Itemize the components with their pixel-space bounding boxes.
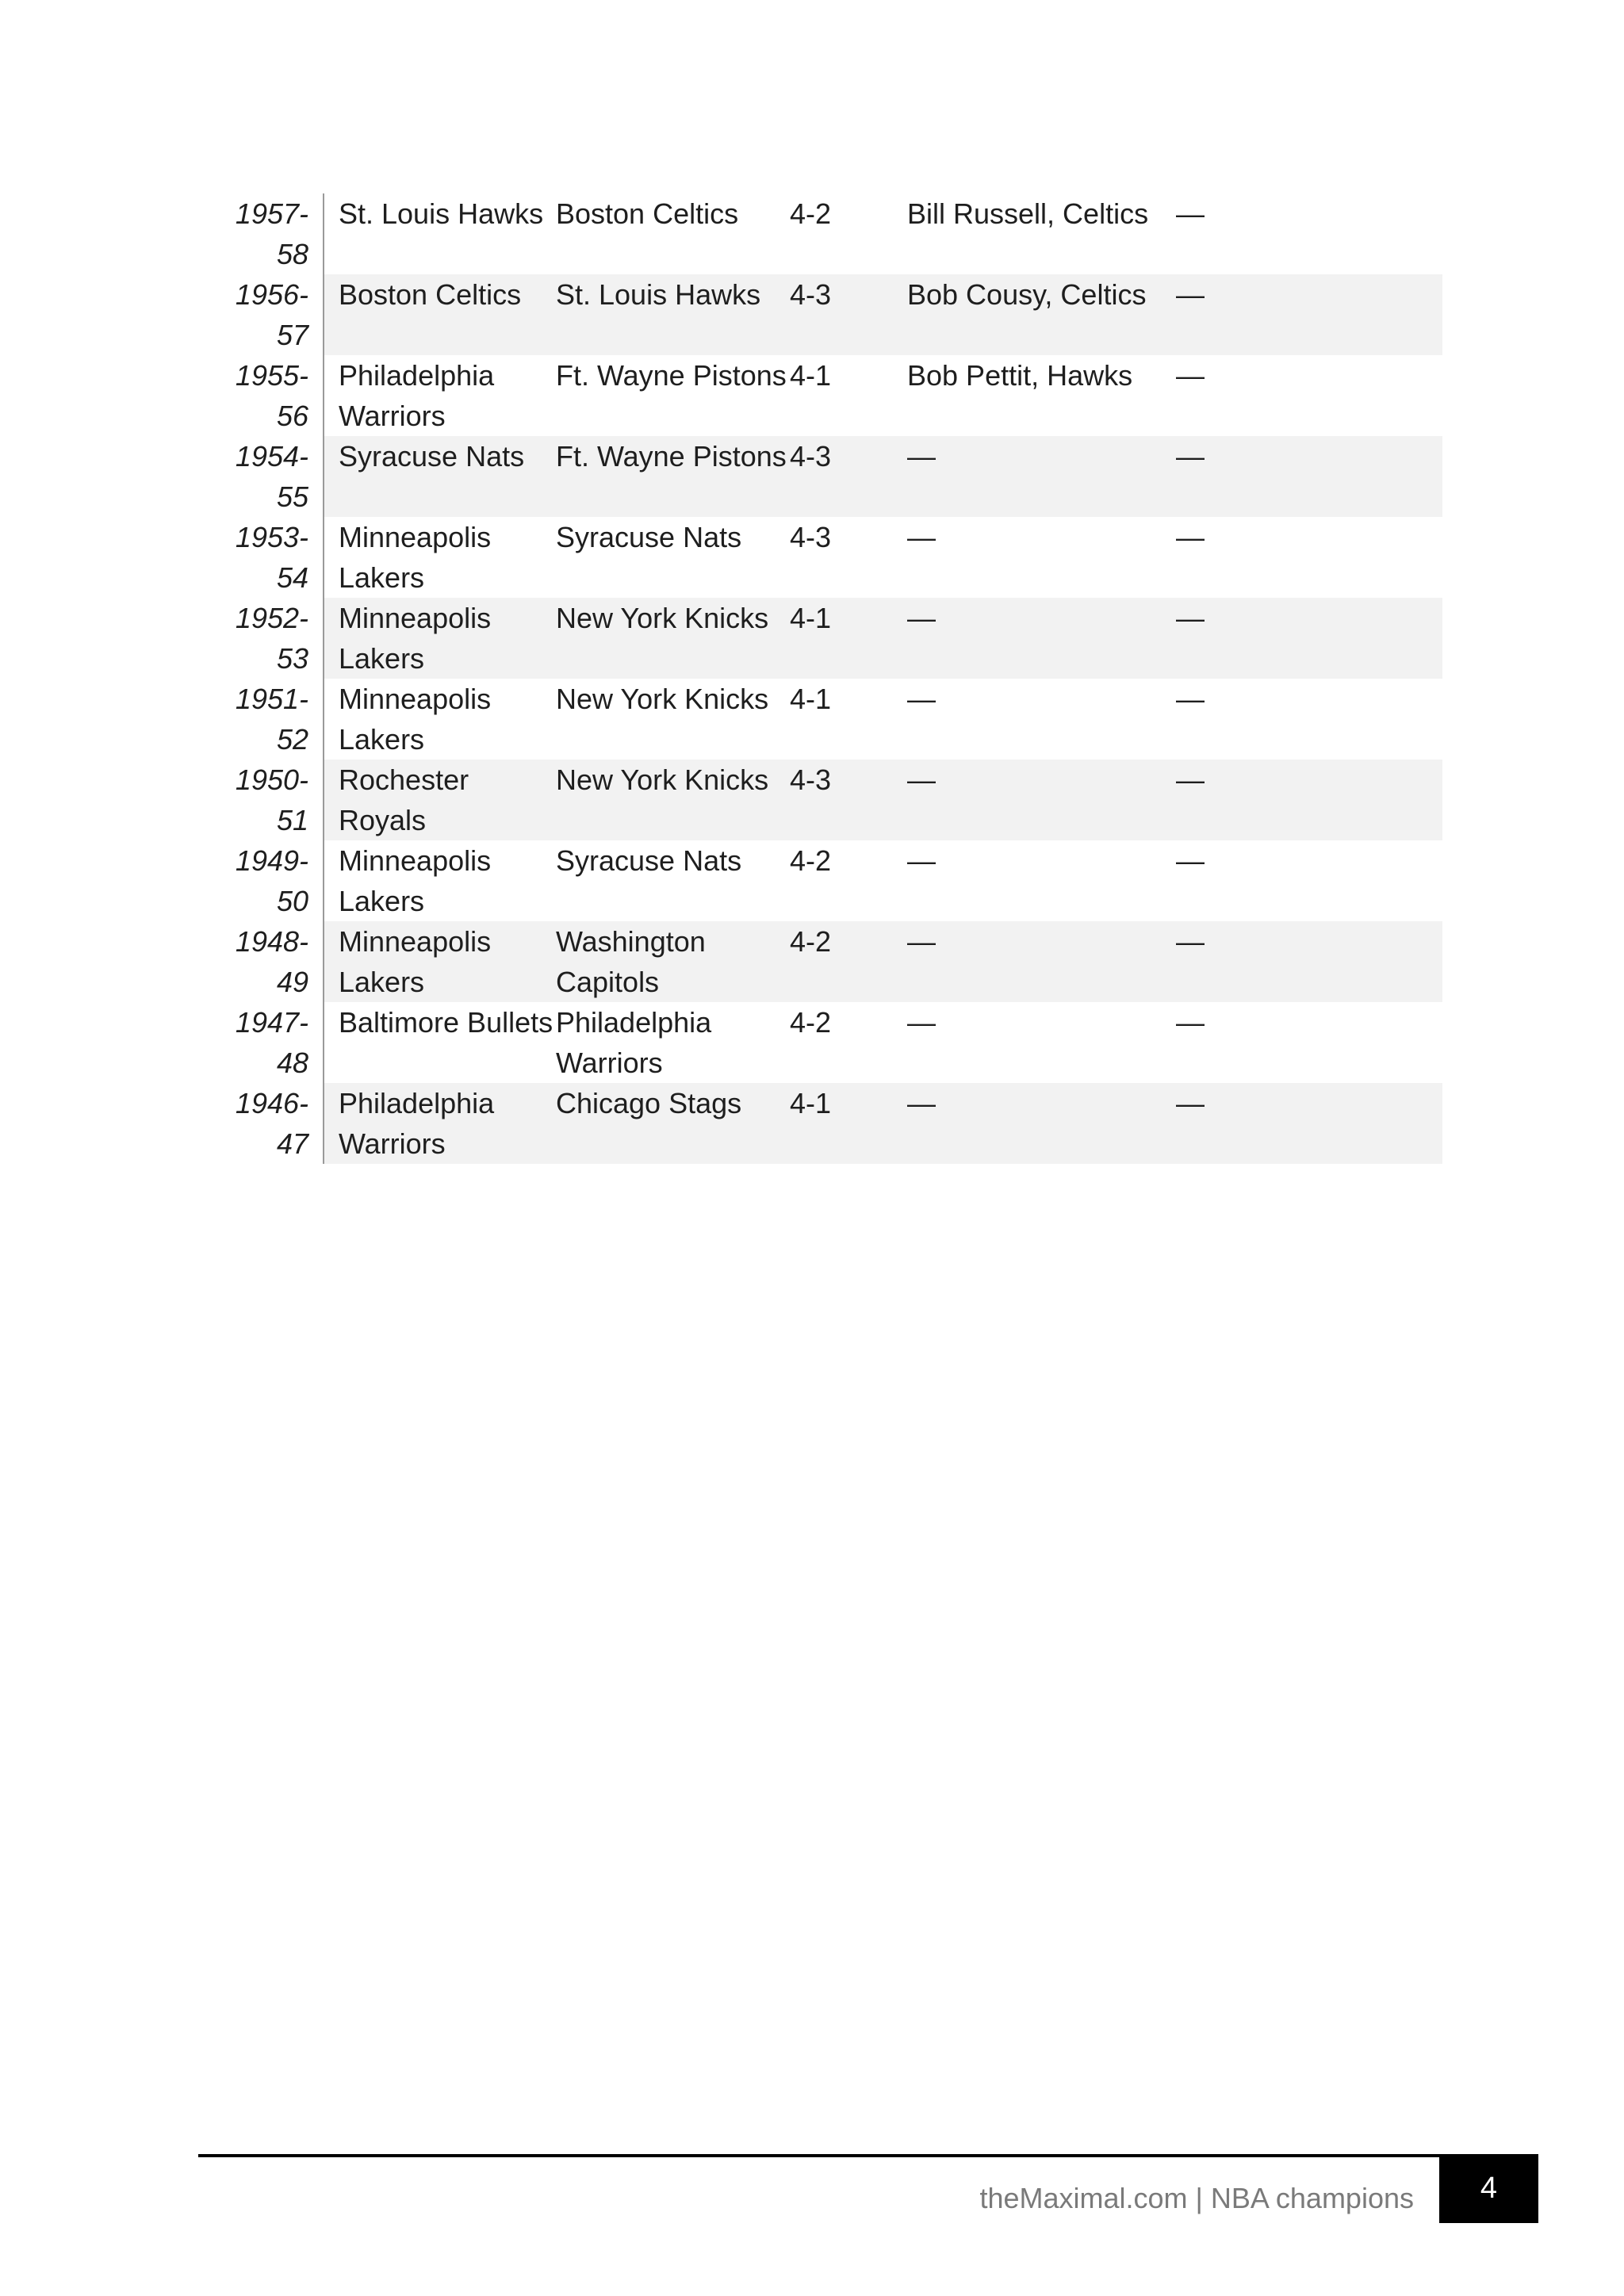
runner-up-cell: Ft. Wayne Pistons [556,359,787,392]
season-cell [224,840,324,921]
nba-champions-table [224,193,1442,1164]
finals-mvp-cell: — [907,844,936,877]
runner-up-cell: New York Knicks [556,683,769,715]
finals-mvp-cell: Bill Russell, Celtics [907,197,1149,230]
season-start: 1951- [235,683,308,715]
table-row [224,274,1442,355]
season-start: 1950- [235,763,308,796]
season-end: 54 [276,561,308,594]
table-row [224,679,1442,760]
champion-cell: Minneapolis Lakers [324,598,556,679]
season-start: 1957- [235,197,308,230]
season-cell [224,679,324,760]
season-cell [224,193,324,274]
season-cell [224,355,324,436]
table-row [224,921,1442,1002]
runner-up-cell: Syracuse Nats [556,521,742,553]
table-row [224,1002,1442,1083]
season-start: 1955- [235,359,308,392]
series-result-cell: 4-3 [790,760,907,840]
series-result-cell: 4-1 [790,359,832,392]
table-row [224,355,1442,436]
finals-mvp-cell: — [907,921,1176,1002]
runner-up-cell: Washington Capitols [556,921,790,1002]
runner-up-cell: Boston Celtics [556,197,739,230]
extra-cell: — [1176,921,1442,1002]
footer-text: theMaximal.com | NBA champions [979,2182,1414,2214]
extra-cell: — [1176,844,1205,877]
page-number: 4 [1480,2172,1498,2205]
season-start: 1948- [235,925,308,958]
season-cell [224,760,324,840]
finals-mvp-cell: — [907,521,936,553]
season-start: 1949- [235,844,308,877]
season-start: 1947- [235,1006,308,1039]
runner-up-cell: New York Knicks [556,598,790,679]
finals-mvp-cell: Bob Pettit, Hawks [907,359,1133,392]
table-row [224,1083,1442,1164]
champion-cell: Minneapolis Lakers [339,683,492,756]
footer-rule [198,2154,1439,2157]
runner-up-cell: Ft. Wayne Pistons [556,436,790,517]
season-end: 49 [276,966,308,998]
finals-mvp-cell: — [907,436,1176,517]
series-result-cell: 4-1 [790,598,907,679]
champion-cell: Philadelphia Warriors [324,1083,556,1164]
table-row [224,598,1442,679]
series-result-cell: 4-2 [790,844,832,877]
series-result-cell: 4-2 [790,197,832,230]
finals-mvp-cell: — [907,760,1176,840]
page-number-box [1439,2154,1538,2223]
season-start: 1946- [235,1087,308,1119]
extra-cell: — [1176,1006,1205,1039]
table-row [224,193,1442,274]
season-end: 56 [276,400,308,432]
season-end: 50 [276,885,308,917]
table-row [224,760,1442,840]
table-row [224,436,1442,517]
finals-mvp-cell: — [907,1006,936,1039]
season-end: 57 [276,319,308,351]
champion-cell: Philadelphia Warriors [339,359,495,432]
season-start: 1956- [235,278,308,311]
season-start: 1953- [235,521,308,553]
extra-cell: — [1176,359,1205,392]
champion-cell: Minneapolis Lakers [339,521,492,594]
champion-cell: St. Louis Hawks [339,197,544,230]
season-cell [224,274,324,355]
series-result-cell: 4-3 [790,521,832,553]
season-end: 47 [276,1127,308,1160]
extra-cell: — [1176,1083,1442,1164]
finals-mvp-cell: — [907,598,1176,679]
series-result-cell: 4-3 [790,436,907,517]
finals-mvp-cell: — [907,683,936,715]
runner-up-cell: St. Louis Hawks [556,274,790,355]
season-cell [224,436,324,517]
season-end: 51 [276,804,308,836]
extra-cell: — [1176,598,1442,679]
champion-cell: Rochester Royals [324,760,556,840]
runner-up-cell: New York Knicks [556,760,790,840]
table-row [224,517,1442,598]
season-cell [224,517,324,598]
season-cell [224,598,324,679]
table-row [224,840,1442,921]
runner-up-cell: Chicago Stags [556,1083,790,1164]
extra-cell: — [1176,197,1205,230]
champion-cell: Boston Celtics [324,274,556,355]
series-result-cell: 4-1 [790,1083,907,1164]
season-cell [224,1083,324,1164]
season-end: 52 [276,723,308,756]
champion-cell: Syracuse Nats [324,436,556,517]
season-end: 53 [276,642,308,675]
table-body [224,193,1442,1164]
extra-cell: — [1176,760,1442,840]
series-result-cell: 4-1 [790,683,832,715]
season-end: 48 [276,1047,308,1079]
series-result-cell: 4-3 [790,274,907,355]
extra-cell: — [1176,683,1205,715]
season-end: 58 [276,238,308,270]
series-result-cell: 4-2 [790,921,907,1002]
season-cell [224,1002,324,1083]
finals-mvp-cell: Bob Cousy, Celtics [907,274,1176,355]
series-result-cell: 4-2 [790,1006,832,1039]
extra-cell: — [1176,436,1442,517]
champion-cell: Baltimore Bullets [339,1006,553,1039]
finals-mvp-cell: — [907,1083,1176,1164]
runner-up-cell: Philadelphia Warriors [556,1006,712,1079]
runner-up-cell: Syracuse Nats [556,844,742,877]
season-start: 1952- [235,602,308,634]
champion-cell: Minneapolis Lakers [339,844,492,917]
season-end: 55 [276,480,308,513]
champion-cell: Minneapolis Lakers [324,921,556,1002]
extra-cell: — [1176,274,1442,355]
season-start: 1954- [235,440,308,473]
season-cell [224,921,324,1002]
extra-cell: — [1176,521,1205,553]
